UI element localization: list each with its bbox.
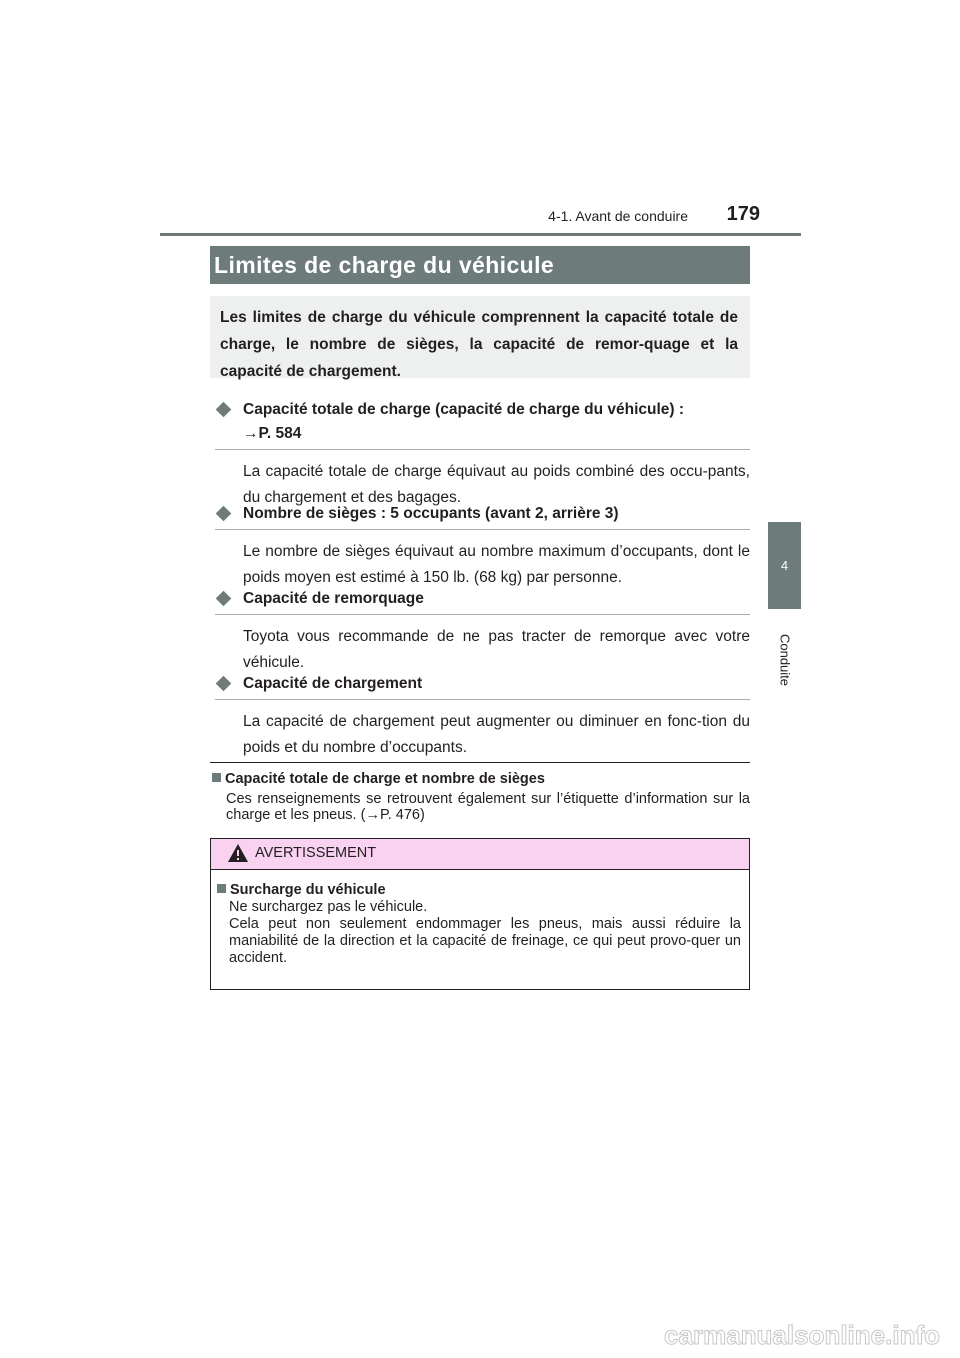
square-bullet-icon bbox=[217, 884, 226, 893]
chapter-label bbox=[768, 620, 801, 700]
list-item bbox=[215, 672, 750, 761]
section-title: 4-1. Avant de conduire bbox=[548, 208, 688, 224]
list-item bbox=[215, 502, 750, 591]
warning-title: AVERTISSEMENT bbox=[255, 845, 377, 861]
warning-subheading bbox=[211, 881, 749, 899]
intro-box: Les limites de charge du véhicule comprennent la capacité totale de charge, le nombre de sièges, la capacité de remor-quage et la capacité de chargement. bbox=[210, 296, 750, 378]
item-heading-text: Capacité de remorquage bbox=[243, 590, 424, 607]
note-divider bbox=[210, 762, 750, 763]
item-heading-text: Nombre de sièges : 5 occupants (avant 2, arrière 3) bbox=[243, 505, 619, 522]
item-heading-text: Capacité de chargement bbox=[243, 675, 423, 692]
note-heading bbox=[210, 770, 750, 788]
note-section bbox=[210, 770, 750, 823]
diamond-icon bbox=[216, 402, 232, 418]
page-title: Limites de charge du véhicule bbox=[210, 246, 750, 284]
watermark bbox=[540, 1320, 940, 1350]
item-heading bbox=[215, 502, 750, 530]
item-heading-line: Capacité totale de charge (capacité de charge du véhicule) : bbox=[243, 401, 685, 418]
warning-body-line: Ne surchargez pas le véhicule. bbox=[229, 899, 428, 915]
item-heading bbox=[215, 398, 750, 450]
item-body: Toyota vous recommande de ne pas tracter de remorque avec votre véhicule. bbox=[243, 628, 750, 671]
page-reference-link[interactable]: →P. 584 bbox=[243, 425, 302, 442]
diamond-icon bbox=[216, 591, 232, 607]
list-item bbox=[215, 587, 750, 676]
list-item bbox=[215, 398, 750, 511]
watermark-text: carmanualsonline.info bbox=[664, 1320, 940, 1350]
item-heading bbox=[215, 672, 750, 700]
note-heading-text: Capacité totale de charge et nombre de sièges bbox=[225, 771, 545, 787]
warning-body-line: Cela peut non seulement endommager les pneus, mais aussi réduire la maniabilité de la direction et la capacité de freinage, ce qui peut provo-quer un accident. bbox=[229, 916, 741, 966]
page-number: 179 bbox=[726, 203, 760, 225]
item-body: La capacité totale de charge équivaut au poids combiné des occu-pants, du chargement et des bagages. bbox=[243, 463, 750, 506]
chapter-label-text: Conduite bbox=[777, 633, 792, 687]
warning-subheading-text: Surcharge du véhicule bbox=[230, 882, 386, 898]
warning-box bbox=[210, 838, 750, 990]
warning-triangle-icon bbox=[227, 843, 249, 863]
warning-header bbox=[211, 839, 749, 870]
item-body: Le nombre de sièges équivaut au nombre maximum d’occupants, dont le poids moyen est estimé à 150 lb. (68 kg) par personne. bbox=[243, 543, 750, 586]
header-divider bbox=[160, 233, 801, 236]
square-bullet-icon bbox=[212, 773, 221, 782]
note-body: Ces renseignements se retrouvent également sur l’étiquette d’information sur la charge et les pneus. (→P. 476) bbox=[226, 791, 750, 823]
chapter-tab: 4 bbox=[768, 522, 801, 609]
item-heading bbox=[215, 587, 750, 615]
diamond-icon bbox=[216, 506, 232, 522]
diamond-icon bbox=[216, 676, 232, 692]
item-body: La capacité de chargement peut augmenter ou diminuer en fonc-tion du poids et du nombre d’occupants. bbox=[243, 713, 750, 756]
